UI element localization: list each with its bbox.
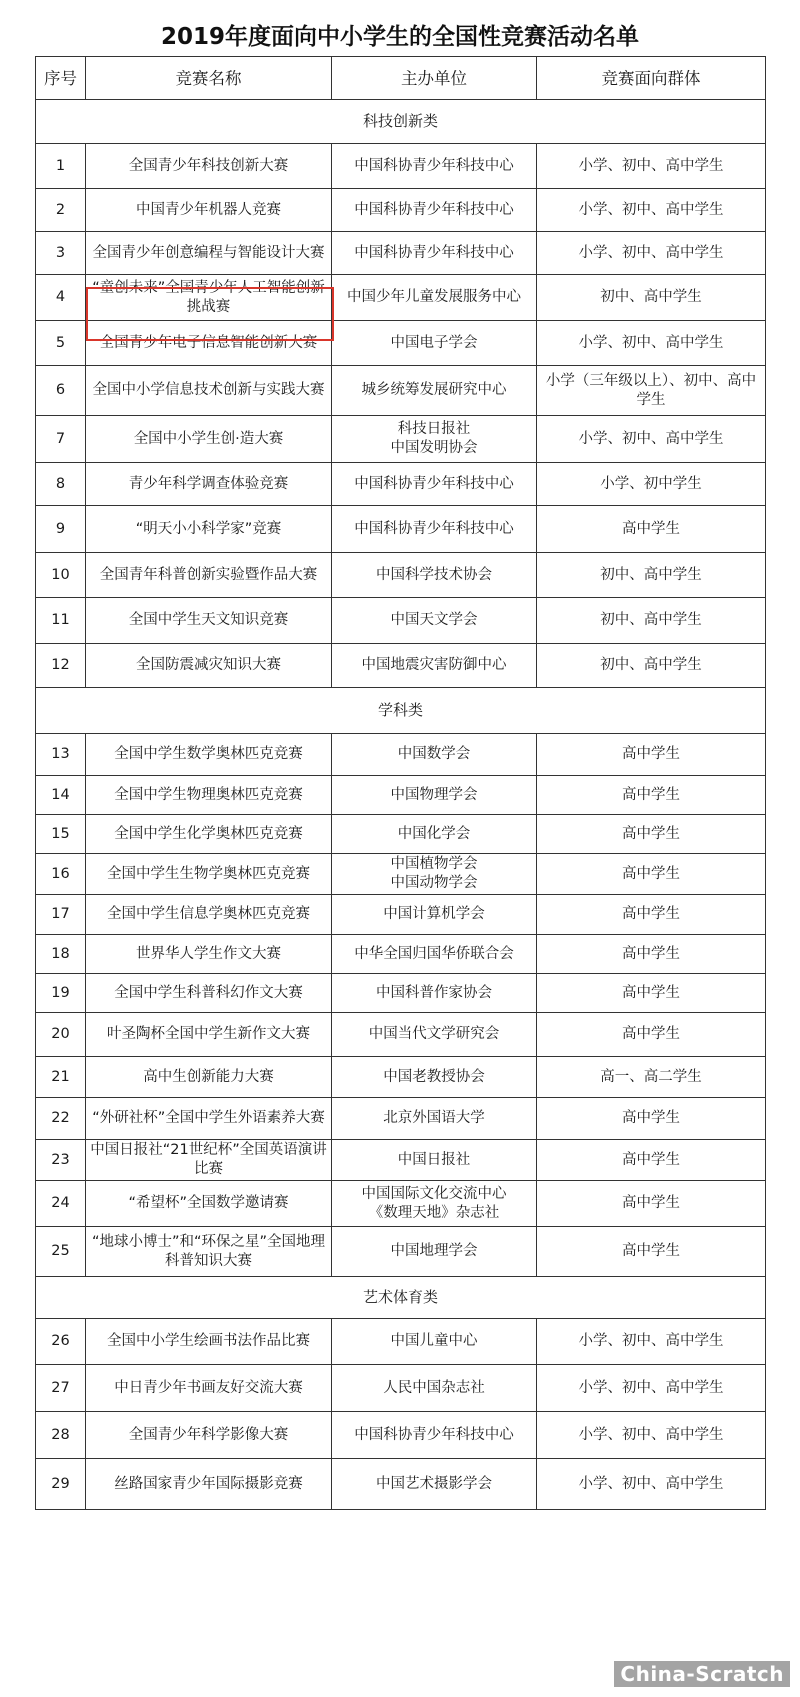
cell-org: 人民中国杂志社 [332,1365,537,1412]
cell-org-line: 中国发明协会 [390,440,478,456]
cell-org: 北京外国语大学 [332,1098,537,1140]
cell-name: 全国中学生天文知识竞赛 [86,598,332,644]
table-row [36,232,766,275]
cell-seq: 7 [36,416,86,463]
cell-seq: 3 [36,232,86,275]
cell-org: 中华全国归国华侨联合会 [332,935,537,974]
cell-org: 中国计算机学会 [332,895,537,935]
table-row [36,644,766,688]
cell-audience: 小学、初中、高中学生 [537,1412,766,1459]
cell-org: 中国日报社 [332,1140,537,1181]
page-title: 2019年度面向中小学生的全国性竞赛活动名单 [160,24,639,50]
cell-org: 中国科学技术协会 [332,553,537,598]
cell-org: 中国化学会 [332,815,537,854]
section-label: 科技创新类 [36,100,766,144]
table-row [36,598,766,644]
cell-seq: 18 [36,935,86,974]
cell-audience: 高中学生 [537,1181,766,1227]
cell-audience: 高中学生 [537,815,766,854]
cell-seq: 9 [36,506,86,553]
cell-org [332,1181,537,1227]
cell-audience: 小学、初中学生 [537,463,766,506]
cell-org: 中国科协青少年科技中心 [332,189,537,232]
table-row [36,815,766,854]
cell-seq: 2 [36,189,86,232]
cell-name: “希望杯”全国数学邀请赛 [86,1181,332,1227]
cell-org: 中国当代文学研究会 [332,1013,537,1057]
cell-name: 全国中学生信息学奥林匹克竞赛 [86,895,332,935]
table-row [36,1459,766,1510]
table-row [36,935,766,974]
cell-name: 高中生创新能力大赛 [86,1057,332,1098]
cell-audience: 小学、初中、高中学生 [537,1459,766,1510]
section-row [36,1277,766,1319]
table-row [36,1412,766,1459]
cell-name: 叶圣陶杯全国中学生新作文大赛 [86,1013,332,1057]
cell-audience: 初中、高中学生 [537,598,766,644]
cell-org: 中国科协青少年科技中心 [332,506,537,553]
cell-name: “地球小博士”和“环保之星”全国地理科普知识大赛 [86,1227,332,1277]
cell-audience: 高中学生 [537,776,766,815]
cell-name: “外研社杯”全国中学生外语素养大赛 [86,1098,332,1140]
cell-org: 中国儿童中心 [332,1319,537,1365]
cell-seq: 19 [36,974,86,1013]
cell-seq: 14 [36,776,86,815]
cell-org-line: 中国动物学会 [390,875,478,891]
cell-name: 全国中学生物理奥林匹克竞赛 [86,776,332,815]
cell-org: 中国科协青少年科技中心 [332,463,537,506]
cell-name: 全国中学生化学奥林匹克竞赛 [86,815,332,854]
watermark: China-Scratch [614,1661,790,1687]
cell-audience: 初中、高中学生 [537,644,766,688]
table-row [36,189,766,232]
cell-name: “童创未来”全国青少年人工智能创新挑战赛 [86,275,332,321]
cell-audience: 小学（三年级以上）、初中、高中学生 [537,366,766,416]
table-row [36,1227,766,1277]
cell-name: 全国中学生科普科幻作文大赛 [86,974,332,1013]
header-org: 主办单位 [332,57,537,100]
cell-seq: 10 [36,553,86,598]
cell-seq: 12 [36,644,86,688]
cell-seq: 13 [36,734,86,776]
table-row [36,463,766,506]
cell-seq: 8 [36,463,86,506]
cell-org: 中国少年儿童发展服务中心 [332,275,537,321]
cell-name: 世界华人学生作文大赛 [86,935,332,974]
table-row [36,275,766,321]
cell-name: 全国中小学生创·造大赛 [86,416,332,463]
section-row [36,100,766,144]
cell-org [332,416,537,463]
cell-org: 中国地震灾害防御中心 [332,644,537,688]
cell-seq: 4 [36,275,86,321]
header-name: 竞赛名称 [86,57,332,100]
table-body [36,100,766,1510]
cell-seq: 5 [36,321,86,366]
cell-seq: 6 [36,366,86,416]
cell-seq: 24 [36,1181,86,1227]
cell-seq: 11 [36,598,86,644]
cell-org: 中国数学会 [332,734,537,776]
cell-org: 中国天文学会 [332,598,537,644]
cell-name: 全国中小学生绘画书法作品比赛 [86,1319,332,1365]
table-row [36,1098,766,1140]
cell-name: 全国青少年创意编程与智能设计大赛 [86,232,332,275]
table-row [36,416,766,463]
cell-seq: 16 [36,854,86,895]
cell-audience: 初中、高中学生 [537,553,766,598]
cell-name: 中国青少年机器人竞赛 [86,189,332,232]
cell-org-line: 中国国际文化交流中心 [361,1185,507,1202]
cell-org [332,854,537,895]
cell-audience: 小学、初中、高中学生 [537,1365,766,1412]
cell-seq: 21 [36,1057,86,1098]
table-row [36,1319,766,1365]
cell-name: 全国中学生数学奥林匹克竞赛 [86,734,332,776]
section-label: 艺术体育类 [36,1277,766,1319]
table-row [36,776,766,815]
cell-name: 中日青少年书画友好交流大赛 [86,1365,332,1412]
header-audience: 竞赛面向群体 [537,57,766,100]
cell-org-line: 科技日报社 [397,421,471,437]
cell-org-line: 中国植物学会 [390,856,478,872]
cell-seq: 28 [36,1412,86,1459]
cell-org: 中国科协青少年科技中心 [332,1412,537,1459]
section-label: 学科类 [36,688,766,734]
table-row [36,895,766,935]
cell-audience: 高中学生 [537,854,766,895]
cell-name: 全国青少年科学影像大赛 [86,1412,332,1459]
cell-seq: 29 [36,1459,86,1510]
cell-audience: 高中学生 [537,895,766,935]
cell-audience: 高中学生 [537,1013,766,1057]
cell-audience: 高中学生 [537,1098,766,1140]
table-row [36,1057,766,1098]
table-row [36,734,766,776]
cell-audience: 小学、初中、高中学生 [537,232,766,275]
cell-name: 中国日报社“21世纪杯”全国英语演讲比赛 [86,1140,332,1181]
cell-audience: 小学、初中、高中学生 [537,1319,766,1365]
cell-audience: 小学、初中、高中学生 [537,416,766,463]
cell-name: 全国中小学信息技术创新与实践大赛 [86,366,332,416]
cell-org: 中国科普作家协会 [332,974,537,1013]
cell-org: 中国物理学会 [332,776,537,815]
cell-seq: 15 [36,815,86,854]
header-seq: 序号 [36,57,86,100]
cell-seq: 22 [36,1098,86,1140]
table-row [36,1013,766,1057]
cell-name: 全国中学生生物学奥林匹克竞赛 [86,854,332,895]
cell-seq: 26 [36,1319,86,1365]
cell-name: 全国青少年科技创新大赛 [86,144,332,189]
cell-seq: 1 [36,144,86,189]
table-row [36,144,766,189]
table-row [36,1140,766,1181]
cell-audience: 高中学生 [537,974,766,1013]
cell-seq: 27 [36,1365,86,1412]
competition-table [35,56,766,1510]
cell-audience: 初中、高中学生 [537,275,766,321]
table-row [36,1365,766,1412]
table-row [36,974,766,1013]
cell-org-line: 《数理天地》杂志社 [368,1204,500,1221]
table-row [36,321,766,366]
cell-audience: 小学、初中、高中学生 [537,321,766,366]
cell-audience: 高中学生 [537,935,766,974]
cell-name: 全国青少年电子信息智能创新大赛 [86,321,332,366]
section-row [36,688,766,734]
cell-audience: 高中学生 [537,1227,766,1277]
cell-org: 中国科协青少年科技中心 [332,144,537,189]
cell-audience: 高中学生 [537,1140,766,1181]
cell-name: 全国防震减灾知识大赛 [86,644,332,688]
cell-seq: 23 [36,1140,86,1181]
table-row [36,854,766,895]
cell-audience: 高一、高二学生 [537,1057,766,1098]
table-row [36,506,766,553]
table-row [36,553,766,598]
cell-audience: 高中学生 [537,506,766,553]
cell-audience: 小学、初中、高中学生 [537,144,766,189]
cell-seq: 17 [36,895,86,935]
header-row [36,57,766,100]
cell-seq: 20 [36,1013,86,1057]
cell-org: 中国电子学会 [332,321,537,366]
cell-seq: 25 [36,1227,86,1277]
table-row [36,366,766,416]
cell-org: 中国科协青少年科技中心 [332,232,537,275]
cell-audience: 高中学生 [537,734,766,776]
cell-name: 丝路国家青少年国际摄影竞赛 [86,1459,332,1510]
cell-org: 城乡统筹发展研究中心 [332,366,537,416]
cell-org: 中国艺术摄影学会 [332,1459,537,1510]
cell-name: 青少年科学调查体验竞赛 [86,463,332,506]
cell-name: “明天小小科学家”竞赛 [86,506,332,553]
cell-audience: 小学、初中、高中学生 [537,189,766,232]
cell-org: 中国老教授协会 [332,1057,537,1098]
cell-name: 全国青年科普创新实验暨作品大赛 [86,553,332,598]
cell-org: 中国地理学会 [332,1227,537,1277]
table-row [36,1181,766,1227]
